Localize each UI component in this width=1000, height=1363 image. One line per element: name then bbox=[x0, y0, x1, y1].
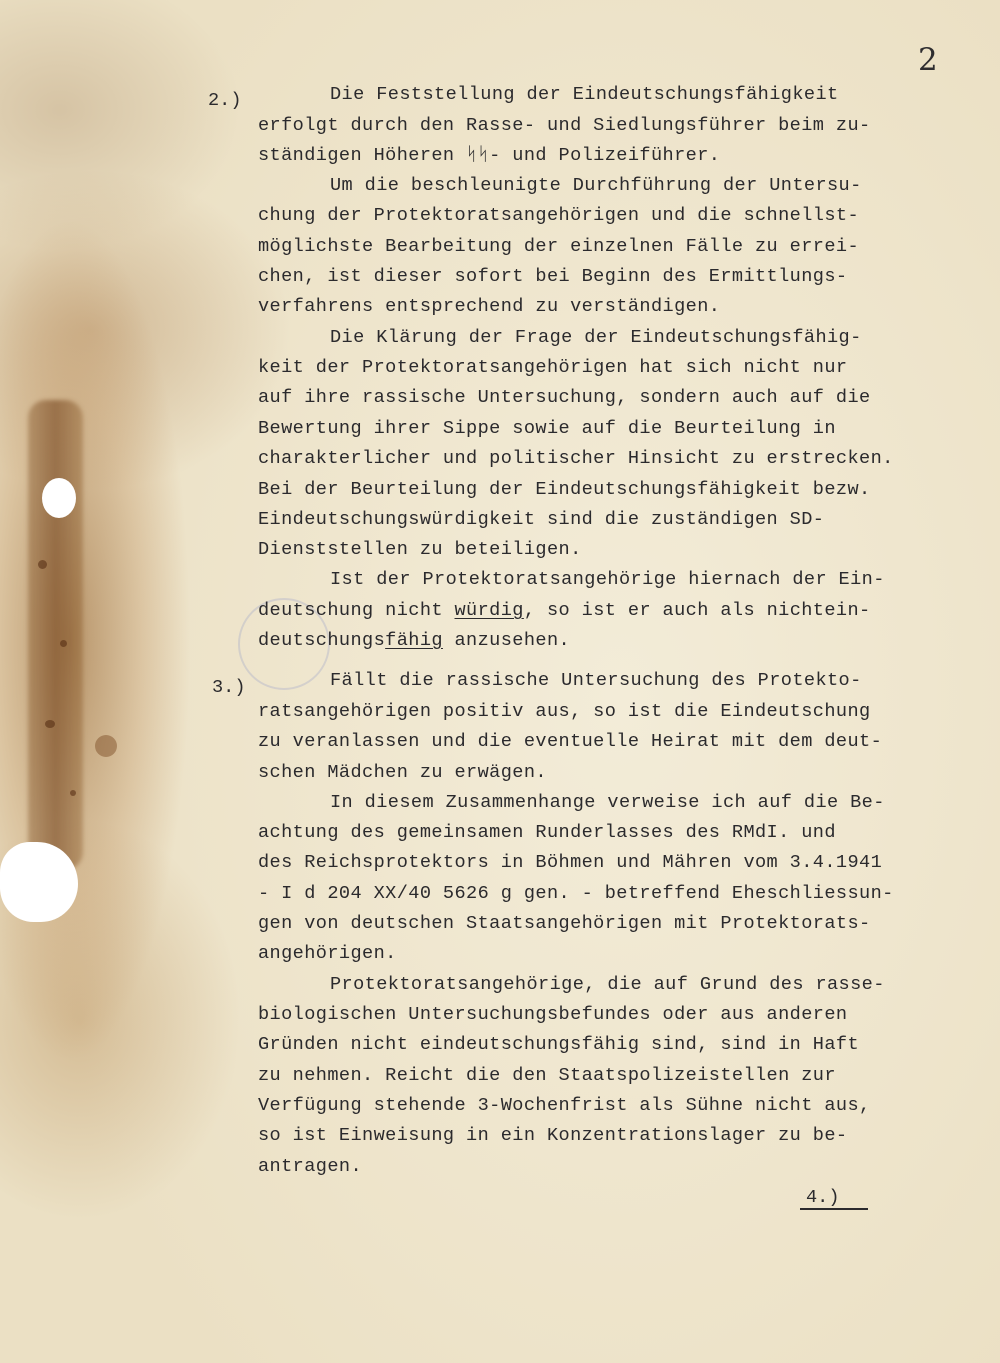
text-line: Verfügung stehende 3-Wochenfrist als Sühne nicht aus, bbox=[258, 1095, 871, 1116]
stain-speck bbox=[70, 790, 76, 796]
stain-speck bbox=[38, 560, 47, 569]
text-line: Dienststellen zu beteiligen. bbox=[258, 539, 582, 560]
text-segment: , so ist er auch als nichtein- bbox=[523, 600, 871, 621]
text-line: zu veranlassen und die eventuelle Heirat mit dem deut- bbox=[258, 731, 883, 752]
text-line: schen Mädchen zu erwägen. bbox=[258, 762, 547, 783]
text-line: charakterlicher und politischer Hinsicht zu erstrecken. bbox=[258, 448, 894, 469]
water-stain bbox=[28, 400, 83, 870]
text-line: Eindeutschungswürdigkeit sind die zuständigen SD- bbox=[258, 509, 825, 530]
text-line: des Reichsprotektors in Böhmen und Mähren vom 3.4.1941 bbox=[258, 852, 883, 873]
text-line: Ist der Protektoratsangehörige hiernach der Ein- bbox=[330, 569, 885, 590]
text-line: antragen. bbox=[258, 1156, 363, 1177]
section-number: 2.) bbox=[208, 90, 242, 111]
text-line: verfahrens entsprechend zu verständigen. bbox=[258, 296, 721, 317]
text-line: zu nehmen. Reicht die den Staatspolizeistellen zur bbox=[258, 1065, 836, 1086]
text-line: Die Klärung der Frage der Eindeutschungsfähig- bbox=[330, 327, 862, 348]
text-segment: anzusehen. bbox=[442, 630, 571, 651]
text-segment: deutschungs bbox=[258, 630, 386, 651]
text-line: In diesem Zusammenhange verweise ich auf die Be- bbox=[330, 792, 885, 813]
text-line: achtung des gemeinsamen Runderlasses des RMdI. und bbox=[258, 822, 836, 843]
text-line: Bewertung ihrer Sippe sowie auf die Beurteilung in bbox=[258, 418, 836, 439]
text-line: auf ihre rassische Untersuchung, sondern auch auf die bbox=[258, 387, 871, 408]
text-line: keit der Protektoratsangehörigen hat sich nicht nur bbox=[258, 357, 848, 378]
text-line: ständigen Höheren ᛋᛋ- und Polizeiführer. bbox=[258, 145, 721, 166]
text-line: chung der Protektoratsangehörigen und die schnellst- bbox=[258, 205, 860, 226]
continuation-reference: 4.) bbox=[806, 1187, 840, 1208]
text-line: erfolgt durch den Rasse- und Siedlungsführer beim zu- bbox=[258, 115, 871, 136]
text-line: Gründen nicht eindeutschungsfähig sind, sind in Haft bbox=[258, 1034, 860, 1055]
text-line: so ist Einweisung in ein Konzentrationslager zu be- bbox=[258, 1125, 848, 1146]
punch-hole bbox=[42, 478, 76, 518]
text-line: - I d 204 XX/40 5626 g gen. - betreffend Eheschliessun- bbox=[258, 883, 894, 904]
stain-speck bbox=[45, 720, 55, 728]
section-number: 3.) bbox=[212, 677, 246, 698]
text-line: biologischen Untersuchungsbefundes oder aus anderen bbox=[258, 1004, 848, 1025]
underlined-word: fähig bbox=[385, 630, 443, 651]
text-line: Um die beschleunigte Durchführung der Untersu- bbox=[330, 175, 862, 196]
text-line bbox=[258, 602, 871, 621]
text-line bbox=[258, 632, 570, 651]
text-line: gen von deutschen Staatsangehörigen mit Protektorats- bbox=[258, 913, 871, 934]
text-segment: deutschung nicht bbox=[258, 600, 455, 621]
stain-speck bbox=[95, 735, 117, 757]
continuation-underline bbox=[800, 1208, 868, 1210]
text-line: möglichste Bearbeitung der einzelnen Fälle zu errei- bbox=[258, 236, 860, 257]
text-line: Die Feststellung der Eindeutschungsfähigkeit bbox=[330, 84, 839, 105]
torn-hole bbox=[0, 842, 78, 922]
text-line: angehörigen. bbox=[258, 943, 397, 964]
text-line: ratsangehörigen positiv aus, so ist die Eindeutschung bbox=[258, 701, 871, 722]
underlined-word: würdig bbox=[454, 600, 524, 621]
text-line: Fällt die rassische Untersuchung des Protekto- bbox=[330, 670, 862, 691]
text-line: Protektoratsangehörige, die auf Grund des rasse- bbox=[330, 974, 885, 995]
text-line: chen, ist dieser sofort bei Beginn des Ermittlungs- bbox=[258, 266, 848, 287]
page-number: 2 bbox=[918, 42, 938, 78]
text-line: Bei der Beurteilung der Eindeutschungsfähigkeit bezw. bbox=[258, 479, 871, 500]
stain-speck bbox=[60, 640, 67, 647]
